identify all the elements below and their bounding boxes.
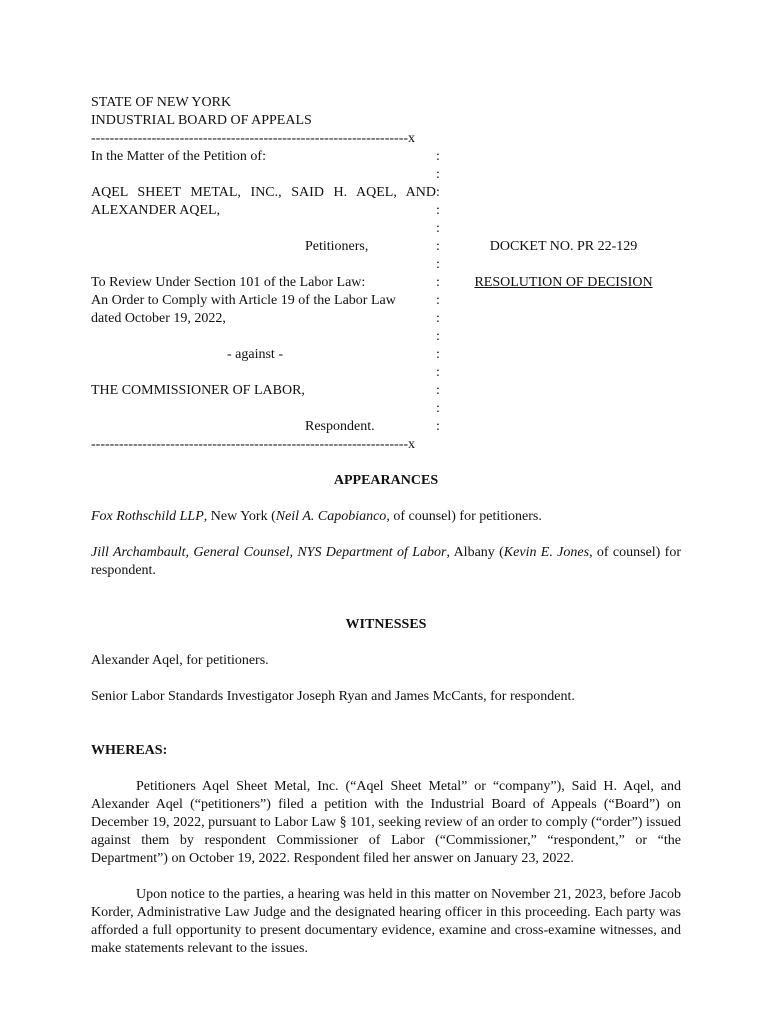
caption-row [91, 418, 681, 436]
caption-row [91, 148, 681, 166]
caption-row [91, 364, 681, 382]
spacer [91, 580, 681, 616]
appearances-heading: APPEARANCES [333, 473, 439, 488]
caption-colon: : [436, 239, 440, 254]
document-page [91, 94, 681, 958]
caption-left-text: An Order to Comply with Article 19 of the Labor Law [91, 293, 396, 308]
caption-right-text [446, 418, 681, 436]
caption-right-text [446, 364, 681, 382]
caption-left-text: To Review Under Section 101 of the Labor Law: [91, 275, 366, 290]
caption-colon: : [436, 257, 440, 272]
caption-right-text [446, 166, 681, 184]
caption-rule-bottom: --------------------------------------------------------------------x [91, 437, 416, 452]
petitioners-counsel: Neil A. Capobianco [275, 509, 387, 524]
caption-row [91, 382, 681, 400]
petitioners-label: Petitioners, [305, 239, 369, 254]
caption-row [91, 238, 681, 256]
caption-colon: : [436, 329, 440, 344]
petitioners-firm: Fox Rothschild LLP [91, 509, 204, 524]
caption-left-text [91, 328, 436, 346]
caption-right-text [446, 148, 681, 166]
caption-right-text [446, 310, 681, 328]
caption-row [91, 274, 681, 292]
caption-row [91, 328, 681, 346]
caption-left-text: dated October 19, 2022, [91, 311, 226, 326]
board-header: INDUSTRIAL BOARD OF APPEALS [91, 113, 312, 128]
caption-right-text [446, 202, 681, 220]
caption-row [91, 256, 681, 274]
caption-left-text: In the Matter of the Petition of: [91, 149, 266, 164]
spacer [91, 454, 681, 472]
caption-colon: : [436, 221, 440, 236]
caption-left-text: THE COMMISSIONER OF LABOR, [91, 383, 305, 398]
spacer [91, 526, 681, 544]
caption-colon: : [436, 203, 440, 218]
caption-right-text [446, 346, 681, 364]
caption-colon: : [436, 275, 440, 290]
respondent-tail: , of counsel) for respondent. [91, 545, 681, 578]
caption-left-text [91, 364, 436, 382]
caption-colon: : [436, 311, 440, 326]
caption-right-text [446, 220, 681, 238]
caption-row [91, 400, 681, 418]
whereas-heading: WHEREAS: [91, 743, 168, 758]
caption-rule-top: --------------------------------------------------------------------x [91, 131, 416, 146]
caption-right-text [446, 400, 681, 418]
caption-row [91, 292, 681, 310]
witnesses-heading: WITNESSES [345, 617, 427, 632]
spacer [91, 868, 681, 886]
caption-right-text [446, 184, 681, 202]
caption-colon: : [436, 365, 440, 380]
caption-left-text [91, 166, 436, 184]
caption-colon: : [436, 293, 440, 308]
spacer [91, 706, 681, 742]
petitioners-city: , New York ( [203, 509, 276, 524]
caption-row [91, 310, 681, 328]
caption-colon: : [436, 149, 440, 164]
caption-colon: : [436, 185, 440, 200]
caption-right-text [446, 382, 681, 400]
respondent-city: , Albany ( [446, 545, 504, 560]
caption-left-text [91, 256, 436, 274]
caption-colon: : [436, 419, 440, 434]
caption-colon: : [436, 401, 440, 416]
caption-left-text: AQEL SHEET METAL, INC., SAID H. AQEL, AND [91, 185, 436, 200]
petitioners-tail: , of counsel) for petitioners. [386, 509, 542, 524]
appearance-respondent [91, 544, 681, 580]
resolution-title: RESOLUTION OF DECISION [474, 275, 653, 290]
against-label: - against - [227, 347, 283, 362]
caption-row [91, 220, 681, 238]
caption-colon: : [436, 347, 440, 362]
caption-row [91, 184, 681, 202]
whereas-paragraph-1: Petitioners Aqel Sheet Metal, Inc. (“Aqel Sheet Metal” or “company”), Said H. Aqel, and Alexander Aqel (“petitioners”) filed a petition with the Industrial Board of Appeals (“Board”) on December 19, 2022, pursuant to Labor Law § 101, seeking review of an order to comply (“order”) issued against them by respondent Commissioner of Labor (“Commissioner,” “respondent,” or “the Department”) on October 19, 2022. Respondent filed her answer on January 23, 2022. [91, 779, 681, 866]
spacer [91, 670, 681, 688]
caption-row [91, 346, 681, 364]
witness-petitioners: Alexander Aqel, for petitioners. [91, 653, 269, 668]
state-header: STATE OF NEW YORK [91, 95, 232, 110]
caption-left-text [91, 400, 436, 418]
appearance-petitioners [91, 508, 681, 526]
respondent-label: Respondent. [305, 419, 375, 434]
caption-right-text [446, 328, 681, 346]
caption-right-text [446, 256, 681, 274]
case-caption [91, 148, 681, 436]
caption-left-text: ALEXANDER AQEL, [91, 203, 221, 218]
spacer [91, 634, 681, 652]
whereas-paragraph-2: Upon notice to the parties, a hearing was held in this matter on November 21, 2023, before Jacob Korder, Administrative Law Judge and the designated hearing officer in this proceeding. Each party was afforded a full opportunity to present documentary evidence, examine and cross-examine witnesses, and make statements relevant to the issues. [91, 887, 681, 956]
witness-respondent: Senior Labor Standards Investigator Joseph Ryan and James McCants, for respondent. [91, 689, 575, 704]
docket-number: DOCKET NO. PR 22-129 [489, 239, 638, 254]
spacer [91, 490, 681, 508]
caption-row [91, 166, 681, 184]
caption-colon: : [436, 383, 440, 398]
caption-left-text [91, 220, 436, 238]
respondent-org: Jill Archambault, General Counsel, NYS Department of Labor [91, 545, 447, 560]
caption-colon: : [436, 167, 440, 182]
respondent-counsel: Kevin E. Jones [503, 545, 590, 560]
caption-right-text [446, 292, 681, 310]
spacer [91, 760, 681, 778]
caption-row [91, 202, 681, 220]
